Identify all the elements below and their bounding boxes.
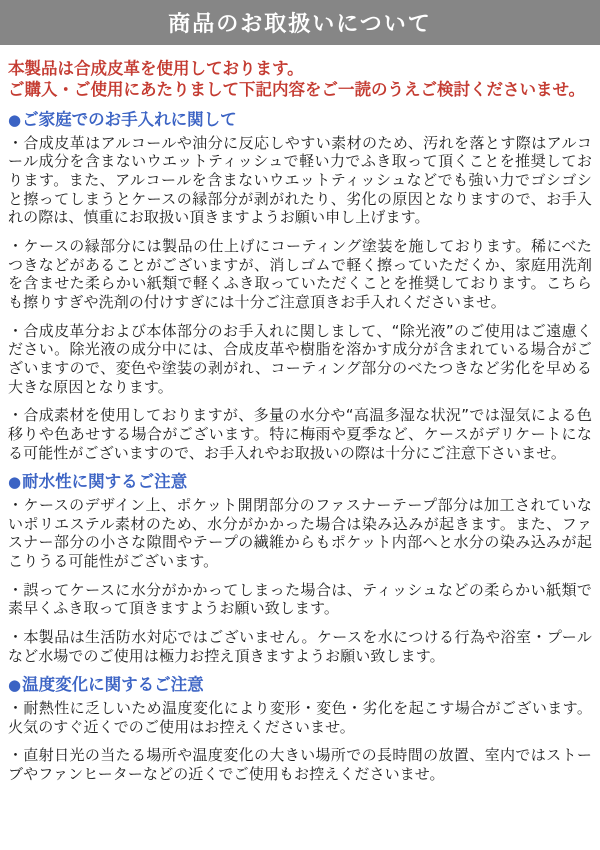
page-title: 商品のお取扱いについて xyxy=(168,12,432,37)
care-paragraph: ・合成皮革分および本体部分のお手入れに関しまして、“除光液”のご使用はご遠慮ください。除光液の成分中には、合成皮革や樹脂を溶かす成分が含まれている場合がございますので、変色や塗装の剥がれ、コーティング部分のべたつきなど劣化を早める大きな原因となります。 xyxy=(8,321,592,396)
section-water-resistance xyxy=(8,472,592,665)
care-paragraph: ・誤ってケースに水分がかかってしまった場合は、ティッシュなどの柔らかい紙類で素早くふき取って頂きますようお願い致します。 xyxy=(8,580,592,618)
section-bullet-icon: ● xyxy=(8,676,22,695)
care-paragraph: ・ケースの縁部分には製品の仕上げにコーティング塗装を施しております。稀にべたつきなどがあることがございますが、消しゴムで軽く擦っていただくか、家庭用洗剤を含ませた柔らかい紙類で軽くふき取っていただくことを推奨しております。こちらも擦りすぎや洗剤の付けすぎには十分ご注意頂きお手入れくださいませ。 xyxy=(8,236,592,311)
section-heading-home-care xyxy=(8,110,592,131)
section-temperature-change xyxy=(8,675,592,783)
section-heading-temperature-change xyxy=(8,675,592,696)
care-notice-content xyxy=(0,45,600,784)
section-heading-label: ご家庭でのお手入れに関して xyxy=(22,109,237,129)
intro-warning-line-1: 本製品は合成皮革を使用しております。 xyxy=(8,59,304,78)
section-bullet-icon: ● xyxy=(8,473,22,492)
care-paragraph: ・直射日光の当たる場所や温度変化の大きい場所での長時間の放置、室内ではストーブやファンヒーターなどの近くでご使用もお控えくださいませ。 xyxy=(8,746,592,783)
section-heading-label: 耐水性に関するご注意 xyxy=(22,472,188,492)
section-heading-water-resistance xyxy=(8,472,592,493)
section-bullet-icon: ● xyxy=(8,110,22,129)
intro-warning-line-2: ご購入・ご使用にあたりまして下記内容をご一読のうえご検討くださいませ。 xyxy=(8,80,586,100)
care-paragraph: ・ケースのデザイン上、ポケット開閉部分のファスナーテープ部分は加工されていないポリエステル素材のため、水分がかかった場合は染み込みが起きます。また、ファスナー部分の小さな隙間やテープの繊維からもポケット内部へと水分の染み込みが起こりうる可能性がございます。 xyxy=(8,495,592,570)
intro-warning xyxy=(8,58,592,101)
section-home-care xyxy=(8,110,592,462)
care-paragraph: ・耐熱性に乏しいため温度変化により変形・変色・劣化を起こす場合がございます。火気のすぐ近くでのご使用はお控えくださいませ。 xyxy=(8,698,592,736)
care-paragraph: ・合成皮革はアルコールや油分に反応しやすい素材のため、汚れを落とす際はアルコール成分を含まないウエットティッシュで軽い力でふき取って頂くことを推奨しております。また、アルコールを含まないウエットティッシュなどでも強い力でゴシゴシと擦ってしまうとケースの縁部分が剥がれたり、劣化の原因となりますので、お手入れの際は、慎重にお取扱い頂きますようお願い申し上げます。 xyxy=(8,133,592,227)
care-paragraph: ・合成素材を使用しておりますが、多量の水分や“高温多湿な状況”では湿気による色移りや色あせする場合がございます。特に梅雨や夏季など、ケースがデリケートになる可能性がございますので、お手入れやお取扱いの際は十分にご注意下さいませ。 xyxy=(8,406,592,462)
section-heading-label: 温度変化に関するご注意 xyxy=(22,675,204,695)
page-header xyxy=(0,0,600,45)
care-paragraph: ・本製品は生活防水対応ではございません。ケースを水につける行為や浴室・プールなど水場でのご使用は極力お控え頂きますようお願い致します。 xyxy=(8,627,592,665)
